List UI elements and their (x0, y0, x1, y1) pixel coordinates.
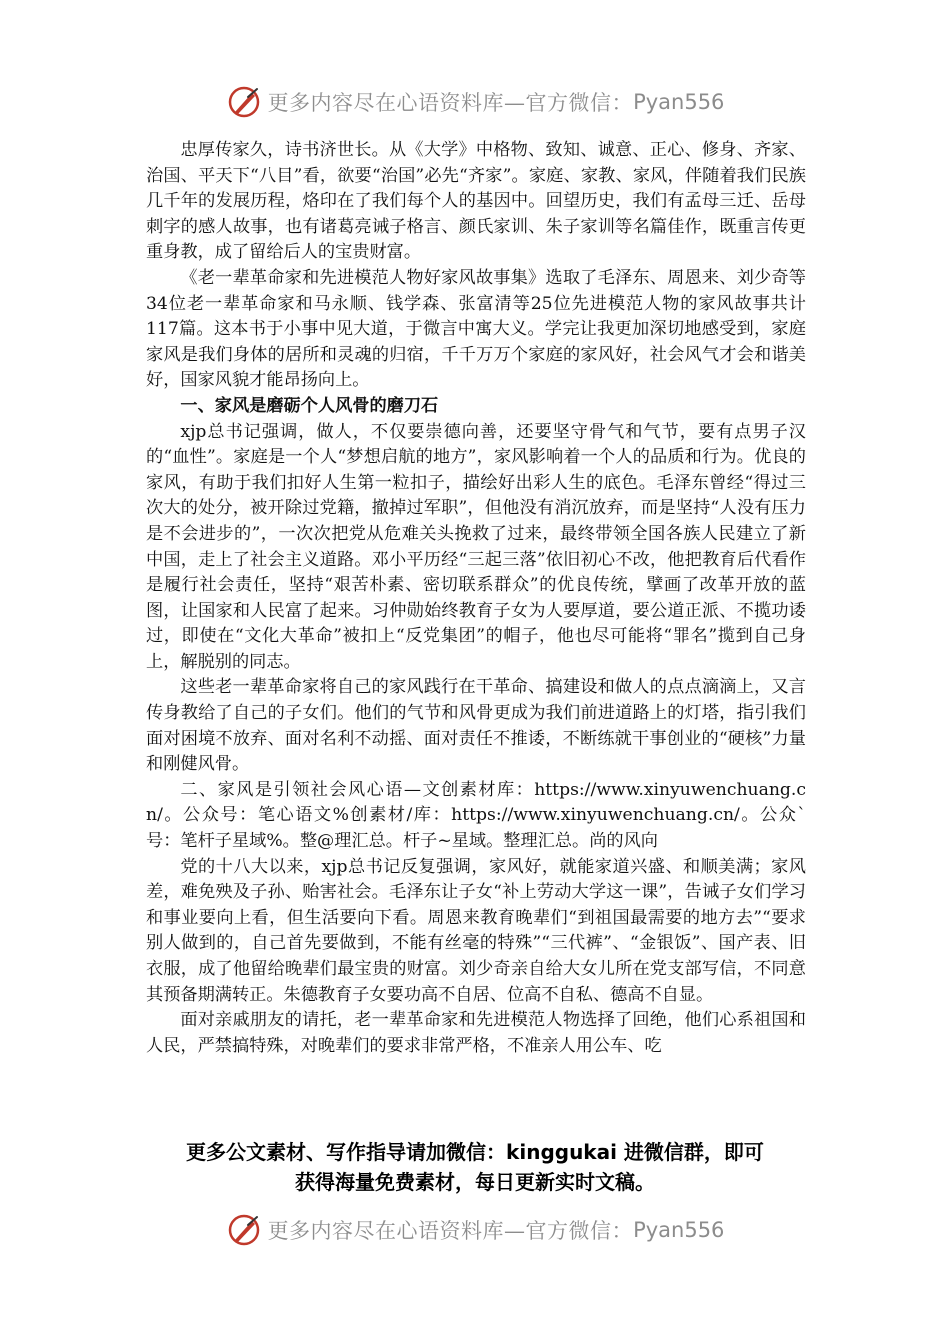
header-banner-text: 更多内容尽在心语资料库—官方微信： (267, 91, 634, 115)
footer-banner (0, 1208, 950, 1252)
section-heading-1: 一、家风是磨砺个人风骨的磨刀石 (180, 395, 439, 416)
promo-line-1: 更多公文素材、写作指导请加微信：kinggukai 进微信群，即可 (186, 1140, 764, 1164)
document-body (146, 138, 806, 1059)
quill-pen-logo-icon (226, 84, 262, 120)
paragraph-section1-summary: 这些老一辈革命家将自己的家风践行在干革命、搞建设和做人的点点滴滴上，又言传身教给了自己的子女们。他们的气节和风骨更成为我们前进道路上的灯塔，指引我们面对困境不放弃、面对名利不动摇、面对责任不推诿，不断练就干事创业的“硬核”力量和刚健风骨。 (146, 677, 806, 775)
quill-pen-logo-icon (226, 1212, 262, 1248)
header-banner (0, 80, 950, 124)
footer-wechat-handle: Pyan556 (633, 1218, 725, 1242)
paragraph-section2-continued: 面对亲戚朋友的请托，老一辈革命家和先进模范人物选择了回绝，他们心系祖国和人民，严禁搞特殊，对晚辈们的要求非常严格，不准亲人用公车、吃 (146, 1010, 806, 1056)
footer-banner-text: 更多内容尽在心语资料库—官方微信： (267, 1219, 634, 1243)
paragraph-book-intro: 《老一辈革命家和先进模范人物好家风故事集》选取了毛泽东、周恩来、刘少奇等34位老一辈革命家和马永顺、钱学森、张富清等25位先进模范人物的家风故事共计117篇。这本书于小事中见大道，于微言中寓大义。学完让我更加深切地感受到，家庭家风是我们身体的居所和灵魂的归宿，千千万万个家庭的家风好，社会风气才会和谐美好，国家风貌才能昂扬向上。 (146, 267, 806, 391)
header-wechat-handle: Pyan556 (633, 90, 725, 114)
promo-notice (120, 1137, 830, 1197)
section-heading-2: 二、家风是引领社会风心语—文创素材库：https://www.xinyuwenchuang.cn/。公众号：笔心语文%创素材/库：https://www.xinyuwenchuang.cn/。公众`号：笔杆子星域%。整@理汇总。杆子~星域。整理汇总。尚的风向 (146, 779, 806, 852)
paragraph-section2-body: 党的十八大以来，xjp总书记反复强调，家风好，就能家道兴盛、和顺美满；家风差，难免殃及子孙、贻害社会。毛泽东让子女“补上劳动大学这一课”，告诫子女们学习和事业要向上看，但生活要向下看。周恩来教育晚辈们“到祖国最需要的地方去”“要求别人做到的，自己首先要做到，不能有丝毫的特殊”“三代裤”、“金银饭”、国产表、旧衣服，成了他留给晚辈们最宝贵的财富。刘少奇亲自给大女儿所在党支部写信，不同意其预备期满转正。朱德教育子女要功高不自居、位高不自私、德高不自显。 (146, 856, 806, 1005)
promo-line-2: 获得海量免费素材，每日更新实时文稿。 (295, 1170, 655, 1194)
paragraph-section1-body: xjp总书记强调，做人，不仅要崇德向善，还要坚守骨气和气节，要有点男子汉的“血性”。家庭是一个人“梦想启航的地方”，家风影响着一个人的品质和行为。优良的家风，有助于我们扣好人生第一粒扣子，描绘好出彩人生的底色。毛泽东曾经“得过三次大的处分，被开除过党籍，撤掉过军职”，但他没有消沉放弃，而是坚持“人没有压力是不会进步的”，一次次把党从危难关头挽救了过来，最终带领全国各族人民建立了新中国，走上了社会主义道路。邓小平历经“三起三落”依旧初心不改，他把教育后代看作是履行社会责任，坚持“艰苦朴素、密切联系群众”的优良传统，擘画了改革开放的蓝图，让国家和人民富了起来。习仲勋始终教育子女为人要厚道，要公道正派、不揽功诿过，即使在“文化大革命”被扣上“反党集团”的帽子，他也尽可能将“罪名”揽到自己身上，解脱别的同志。 (146, 421, 806, 672)
paragraph-intro: 忠厚传家久，诗书济世长。从《大学》中格物、致知、诚意、正心、修身、齐家、治国、平天下“八目”看，欲要“治国”必先“齐家”。家庭、家教、家风，伴随着我们民族几千年的发展历程，烙印在了我们每个人的基因中。回望历史，我们有孟母三迁、岳母刺字的感人故事，也有诸葛亮诫子格言、颜氏家训、朱子家训等名篇佳作，既重言传更重身教，成了留给后人的宝贵财富。 (146, 140, 806, 263)
